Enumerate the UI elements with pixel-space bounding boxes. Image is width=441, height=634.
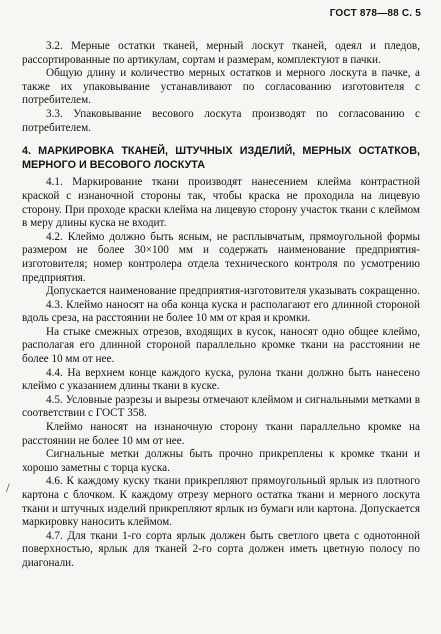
paragraph-3-2-cont: Общую длину и количество мерных остатков и мерного лоскута в пачке, а также их упаковывание устанавливают по согласованию изготовителя с потребителем. xyxy=(22,67,420,107)
paragraph-4-7: 4.7. Для ткани 1-го сорта ярлык должен быть светлого цвета с однотонной поверхностью, ярлык для тканей 2-го сорта должен иметь цветную полосу по диагонали. xyxy=(22,529,420,569)
margin-mark: / xyxy=(6,480,10,495)
paragraph-4-2-cont: Допускается наименование предприятия-изготовителя указывать сокращенно. xyxy=(46,285,420,298)
paragraph-4-3-cont: На стыке смежных отрезов, входящих в кусок, наносят одно общее клеймо, располагая его длинной стороной параллельно кромке ткани на расстоянии не более 10 мм от нее. xyxy=(22,325,420,366)
running-head: ГОСТ 878—88 С. 5 xyxy=(329,8,421,19)
paragraph-3-2: 3.2. Мерные остатки тканей, мерный лоскут тканей, одеял и пледов, рассортированные по артикулам, сортам и размерам, комплектуют в пачки. xyxy=(22,40,420,66)
paragraph-4-6: 4.6. К каждому куску ткани прикрепляют прямоугольный ярлык из плотного картона с блочком. К каждому отрезу мерного остатка ткани и мерного лоскута ткани и штучных изделий прикрепляют ярлык из бумаги или картона. Допускается маркировку наносить клеймом. xyxy=(22,475,420,529)
paragraph-4-2: 4.2. Клеймо должно быть ясным, не расплывчатым, прямоугольной формы размером не более 30×100 мм и содержать наименование предприятия-изготовителя; номер контролера отдела технического контроля по усмотрению предприятия. xyxy=(22,230,420,284)
page-body xyxy=(22,40,420,571)
paragraph-4-5: 4.5. Условные разрезы и вырезы отмечают клеймом и сигнальными метками в соответствии с ГОСТ 358. xyxy=(22,393,420,420)
paragraph-4-5-cont-2: Сигнальные метки должны быть прочно прикреплены к кромке ткани и хорошо заметны с торца куска. xyxy=(22,448,420,474)
paragraph-4-1: 4.1. Маркирование ткани производят нанесением клейма контрастной краской с изнаночной стороны так, чтобы краска не проходила на лицевую сторону. При проходе краски клейма на лицевую сторону участок ткани с клеймом в меру длины куска не входит. xyxy=(22,176,420,230)
paragraph-4-5-cont-1: Клеймо наносят на изнаночную сторону ткани параллельно кромке на расстоянии не более 10 мм от нее. xyxy=(22,421,420,447)
paragraph-4-3: 4.3. Клеймо наносят на оба конца куска и располагают его длинной стороной вдоль среза, на расстоянии не более 10 мм от края и кромки. xyxy=(22,298,420,325)
paragraph-3-3: 3.3. Упаковывание весового лоскута производят по согласованию с потребителем. xyxy=(22,107,420,134)
paragraph-4-4: 4.4. На верхнем конце каждого куска, рулона ткани должно быть нанесено клеймо с указанием длины ткани в куске. xyxy=(22,366,420,393)
section-heading-4: 4. МАРКИРОВКА ТКАНЕЙ, ШТУЧНЫХ ИЗДЕЛИЙ, МЕРНЫХ ОСТАТКОВ, МЕРНОГО И ВЕСОВОГО ЛОСКУТА xyxy=(22,145,420,171)
